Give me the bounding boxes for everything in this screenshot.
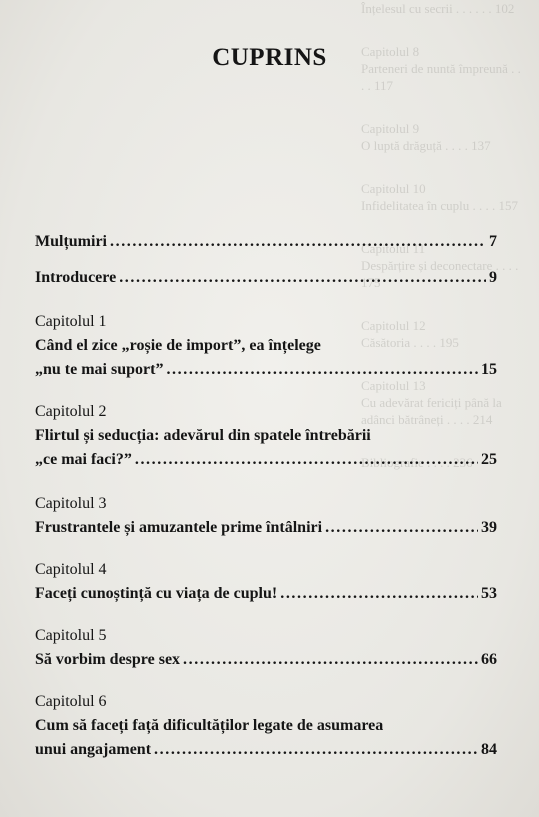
toc-entry-chapter-1[interactable] <box>35 310 497 382</box>
toc-entry-introduction[interactable] <box>35 266 497 290</box>
toc-entry-acknowledgements[interactable] <box>35 230 497 254</box>
dot-leader <box>183 648 478 672</box>
chapter-label: Capitolul 6 <box>35 693 107 710</box>
entry-title: Frustrantele și amuzantele prime întâlniri <box>35 519 323 536</box>
toc-entry-chapter-6[interactable] <box>35 690 497 762</box>
chapter-label: Capitolul 4 <box>35 561 107 578</box>
toc-leader-line <box>35 448 497 472</box>
ghost-line: Capitolul 10 <box>361 181 426 196</box>
ghost-line: Capitolul 9 <box>361 121 420 136</box>
chapter-label: Capitolul 5 <box>35 627 107 644</box>
ghost-line: Parteneri de nuntă împreună . . . . 117 <box>361 61 521 93</box>
ghost-line: Capitolul 8 <box>361 44 420 59</box>
toc-leader-line <box>35 648 497 672</box>
entry-title: „ce mai faci?” <box>35 451 132 468</box>
dot-leader <box>166 358 478 382</box>
page-number: 15 <box>481 361 497 378</box>
chapter-label: Capitolul 2 <box>35 403 107 420</box>
entry-title: Mulțumiri <box>35 233 107 250</box>
toc-leader-line <box>35 358 497 382</box>
toc-entry-chapter-2[interactable] <box>35 400 497 472</box>
entry-title-line: Cum să faceți față dificultăților legate de asumarea <box>35 717 384 734</box>
page-number: 53 <box>481 585 497 602</box>
page-number: 25 <box>481 451 497 468</box>
toc-leader-line <box>35 582 497 606</box>
ghost-line: Bibliografie . . . . 236 <box>361 455 473 470</box>
entry-title: Să vorbim despre sex <box>35 651 181 668</box>
entry-title: „nu te mai suport” <box>35 361 164 378</box>
ghost-line: Capitolul 12 <box>361 318 426 333</box>
page-number: 9 <box>489 269 497 286</box>
ghost-line: O luptă drăguță . . . . 137 <box>361 138 491 153</box>
toc-entry-chapter-3[interactable] <box>35 492 497 540</box>
page-number: 7 <box>489 233 497 250</box>
toc-leader-line <box>35 266 497 290</box>
page-number: 66 <box>481 651 497 668</box>
chapter-label: Capitolul 3 <box>35 495 107 512</box>
ghost-line: Despărțire și deconectare . . . . 175 <box>361 258 519 290</box>
entry-title: unui angajament <box>35 741 152 758</box>
entry-title-line: Când el zice „roșie de import”, ea înțelege <box>35 337 321 354</box>
page-title: CUPRINS <box>212 44 327 71</box>
ghost-line: Capitolul 13 <box>361 378 426 393</box>
dot-leader <box>154 738 478 762</box>
page-number: 39 <box>481 519 497 536</box>
dot-leader <box>325 516 478 540</box>
ghost-line: Căsătoria . . . . 195 <box>361 335 459 350</box>
ghost-line: Înțelesul cu secrii . . . . . . 102 <box>361 1 515 16</box>
entry-title-line: Flirtul și seducția: adevărul din spatele întrebării <box>35 427 371 444</box>
page-number: 84 <box>481 741 497 758</box>
toc-leader-line <box>35 230 497 254</box>
ghost-line: Infidelitatea în cuplu . . . . 157 <box>361 198 519 213</box>
ghost-line: Capitolul 11 <box>361 241 426 256</box>
dot-leader <box>110 230 486 254</box>
toc-leader-line <box>35 738 497 762</box>
ghost-line: Cu adevărat fericiți până la adânci bătrâneți . . . . 214 <box>361 395 502 427</box>
toc-entry-chapter-4[interactable] <box>35 558 497 606</box>
toc-entry-chapter-5[interactable] <box>35 624 497 672</box>
toc-leader-line <box>35 516 497 540</box>
chapter-label: Capitolul 1 <box>35 313 107 330</box>
dot-leader <box>119 266 486 290</box>
entry-title: Faceți cunoștință cu viața de cuplu! <box>35 585 278 602</box>
entry-title: Introducere <box>35 269 117 286</box>
dot-leader <box>280 582 478 606</box>
dot-leader <box>135 448 478 472</box>
